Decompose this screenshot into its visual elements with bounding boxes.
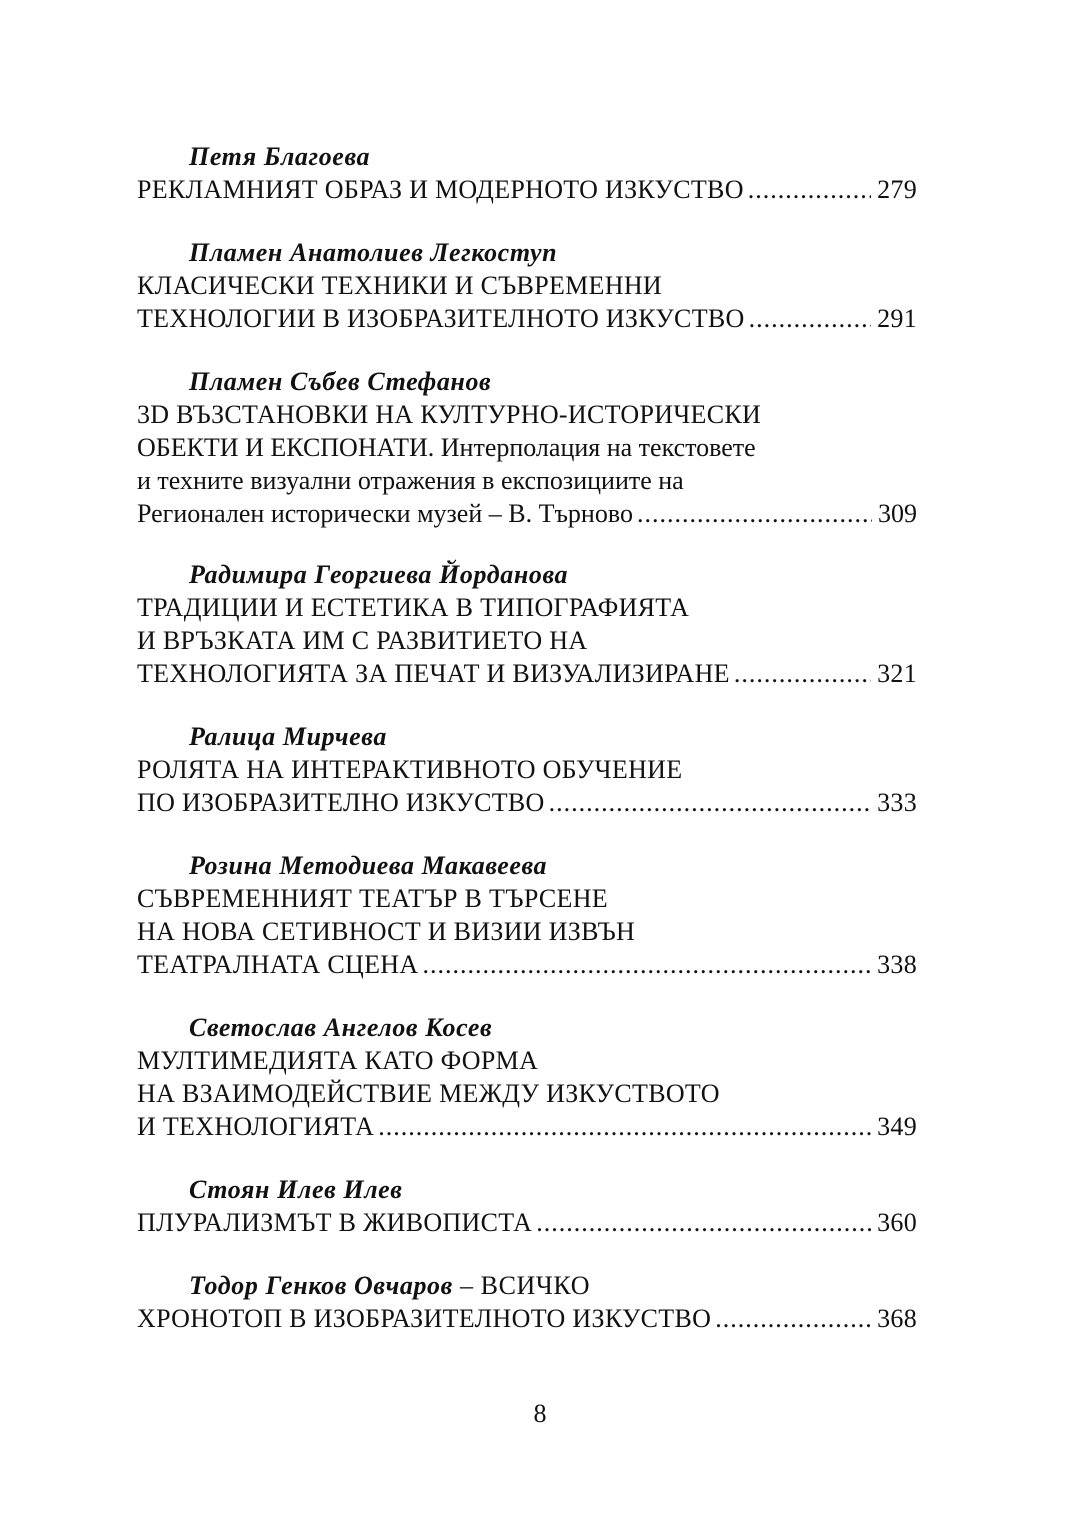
toc-entry-author — [137, 365, 917, 398]
author-name: Стоян Илев Илев — [189, 1175, 403, 1204]
dot-leader — [637, 497, 872, 530]
toc-entry-title-line: ТЕАТРАЛНАТА СЦЕНА — [137, 950, 419, 979]
toc-entry-title-line: КЛАСИЧЕСКИ ТЕХНИКИ И СЪВРЕМЕННИ — [137, 271, 662, 300]
toc-entry — [137, 140, 917, 206]
toc-entry-title-line: ТЕХНОЛОГИЯТА ЗА ПЕЧАТ И ВИЗУАЛИЗИРАНЕ — [137, 659, 730, 688]
page-number: 8 — [533, 1399, 547, 1428]
author-name: Ралица Мирчева — [189, 722, 387, 751]
author-name: Пламен Събев Стефанов — [189, 367, 492, 396]
toc-entry-author — [137, 558, 917, 591]
toc-entry-title-line: ОБЕКТИ И ЕКСПОНАТИ. Интерполация на текстовете — [137, 433, 756, 462]
toc-entry-title-line: ПЛУРАЛИЗМЪТ В ЖИВОПИСТА — [137, 1208, 533, 1237]
dot-leader — [422, 948, 871, 981]
author-name: Розина Методиева Макавеева — [189, 851, 548, 880]
toc-entry-title-line: И ВРЪЗКАТА ИМ С РАЗВИТИЕТО НА — [137, 626, 588, 655]
dot-leader — [748, 173, 871, 206]
toc-entry-leader-line — [137, 657, 917, 690]
toc-entry-author — [137, 140, 917, 173]
toc-entry-leader-line — [137, 948, 917, 981]
toc-entry — [137, 558, 917, 690]
toc-entry-page-number: 333 — [877, 788, 917, 817]
toc-entry-author — [137, 236, 917, 269]
toc-entry — [137, 849, 917, 981]
toc-entry-title-line: и техните визуални отражения в експозициите на — [137, 466, 684, 495]
toc-entry-page-number: 291 — [877, 304, 917, 333]
toc-entry-title-line: РОЛЯТА НА ИНТЕРАКТИВНОТО ОБУЧЕНИЕ — [137, 755, 683, 784]
toc-entry-title-line: НА ВЗАИМОДЕЙСТВИЕ МЕЖДУ ИЗКУСТВОТО — [137, 1079, 720, 1108]
toc-entry-page-number: 279 — [877, 175, 917, 204]
toc-entry — [137, 1173, 917, 1239]
toc-entry-author — [137, 849, 917, 882]
author-title-continuation: – ВСИЧКО — [452, 1271, 591, 1300]
toc-entry-page-number: 349 — [877, 1112, 917, 1141]
toc-entry — [137, 720, 917, 819]
toc-entry-leader-line — [137, 786, 917, 819]
toc-entry — [137, 365, 917, 530]
toc-entry-page-number: 360 — [877, 1208, 917, 1237]
toc-entry-title-line: ПО ИЗОБРАЗИТЕЛНО ИЗКУСТВО — [137, 788, 545, 817]
toc-entry-author — [137, 1173, 917, 1206]
toc-entry-title-line: РЕКЛАМНИЯТ ОБРАЗ И МОДЕРНОТО ИЗКУСТВО — [137, 175, 744, 204]
toc-entry-page-number: 338 — [877, 950, 917, 979]
dot-leader — [715, 1302, 871, 1335]
toc-entry-page-number: 309 — [878, 499, 917, 528]
author-name: Светослав Ангелов Косев — [189, 1013, 493, 1042]
toc-entry-leader-line — [137, 1302, 917, 1335]
dot-leader — [549, 786, 871, 819]
toc-entry-leader-line — [137, 1206, 917, 1239]
dot-leader — [734, 657, 871, 690]
toc-entry-title-line: ТРАДИЦИИ И ЕСТЕТИКА В ТИПОГРАФИЯТА — [137, 593, 690, 622]
toc-entry-title-line: Регионален исторически музей – В. Търново — [137, 499, 633, 528]
toc-entry-author — [137, 720, 917, 753]
toc-entry-title-line: СЪВРЕМЕННИЯТ ТЕАТЪР В ТЪРСЕНЕ — [137, 884, 608, 913]
dot-leader — [536, 1206, 871, 1239]
toc-entry-leader-line — [137, 1110, 917, 1143]
toc-entry-leader-line — [137, 173, 917, 206]
toc-entry-title-line: НА НОВА СЕТИВНОСТ И ВИЗИИ ИЗВЪН — [137, 917, 636, 946]
toc-entry-title-line: И ТЕХНОЛОГИЯТА — [137, 1112, 375, 1141]
toc-entry — [137, 1011, 917, 1143]
toc-entry-page-number: 368 — [877, 1304, 917, 1333]
toc-entry-leader-line — [137, 497, 917, 530]
toc-entry-title-line: МУЛТИМЕДИЯТА КАТО ФОРМА — [137, 1046, 539, 1075]
toc-entry-leader-line — [137, 302, 917, 335]
toc-entry-page-number: 321 — [877, 659, 917, 688]
author-name: Петя Благоева — [189, 142, 371, 171]
toc-entry — [137, 236, 917, 335]
toc-entry-author — [137, 1011, 917, 1044]
author-name: Радимира Георгиева Йорданова — [189, 560, 569, 589]
author-name: Пламен Анатолиев Легкоступ — [189, 238, 558, 267]
toc-entry-title-line: ХРОНОТОП В ИЗОБРАЗИТЕЛНОТО ИЗКУСТВО — [137, 1304, 712, 1333]
table-of-contents — [137, 140, 917, 1365]
toc-entry-title-line: ТЕХНОЛОГИИ В ИЗОБРАЗИТЕЛНОТО ИЗКУСТВО — [137, 304, 745, 333]
dot-leader — [749, 302, 871, 335]
toc-entry-author — [137, 1269, 917, 1302]
dot-leader — [378, 1110, 871, 1143]
toc-entry-title-line: 3D ВЪЗСТАНОВКИ НА КУЛТУРНО-ИСТОРИЧЕСКИ — [137, 400, 762, 429]
author-name: Тодор Генков Овчаров — [189, 1271, 453, 1300]
toc-entry — [137, 1269, 917, 1335]
